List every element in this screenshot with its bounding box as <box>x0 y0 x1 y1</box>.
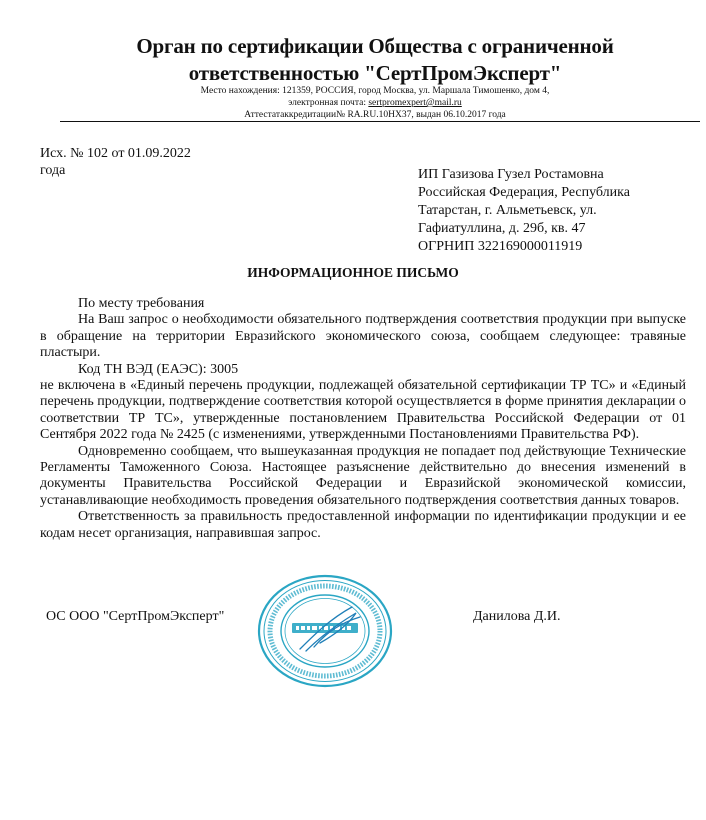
letter-body <box>40 296 686 542</box>
greeting-paragraph: По месту требования <box>78 296 205 311</box>
regulations-paragraph: Одновременно сообщаем, что вышеуказанная продукция не попадает под действующие Технические Регламенты Таможенного Союза. Настоящее разъяснение действительно до внесения изменений в документы Правительства Российской Федерации и Евразийской экономической комиссии, устанавливающие необходимость проведения обязательного подтверждения соответствия данных товаров. <box>40 443 686 508</box>
outgoing-year-word: года <box>40 163 66 178</box>
letter-title: ИНФОРМАЦИОННОЕ ПИСЬМО <box>247 265 459 280</box>
organization-email-line <box>60 97 690 109</box>
addressee-block <box>418 166 658 256</box>
signature-organization: ОС ООО "СертПромЭксперт" <box>46 609 225 624</box>
exclusion-paragraph: не включена в «Единый перечень продукции, подлежащей обязательной сертификации ТР ТС» и «Единый перечень продукции, подтверждение соответствия которой осуществляется в форме принятия декларации о соответствии ТР ТС», утвержденные постановлением Правительства Российской Федерации от 01 Сентября 2022 года № 2425 (с изменениями, утвержденными Постановлениями Правительства РФ). <box>40 378 686 443</box>
signer-name: Данилова Д.И. <box>473 609 561 624</box>
organization-title-line-2: ответственностью "СертПромЭксперт" <box>188 61 562 85</box>
accreditation-line: Аттестатаккредитации№ RA.RU.10НХ37, выдан 06.10.2017 года <box>244 110 506 120</box>
addressee-line: ОГРНИП 322169000011919 <box>418 239 583 254</box>
addressee-line: Гафиатуллина, д. 29б, кв. 47 <box>418 221 586 236</box>
organization-title-line-1: Орган по сертификации Общества с ограниченной <box>136 34 614 58</box>
addressee-line: Татарстан, г. Альметьевск, ул. <box>418 203 597 218</box>
certification-stamp-icon <box>256 573 394 689</box>
addressee-line: ИП Газизова Гузел Ростамовна <box>418 167 604 182</box>
header-divider <box>60 121 700 122</box>
outgoing-number-line: Исх. № 102 от 01.09.2022 <box>40 146 191 161</box>
organization-address: Место нахождения: 121359, РОССИЯ, город Москва, ул. Маршала Тимошенко, дом 4, <box>200 86 550 96</box>
outgoing-number <box>40 145 240 179</box>
hs-code-paragraph: Код ТН ВЭД (ЕАЭС): 3005 <box>78 361 239 377</box>
addressee-line: Российская Федерация, Республика <box>418 185 630 200</box>
email-label: электронная почта: <box>288 98 366 108</box>
responsibility-paragraph: Ответственность за правильность предоставленной информации по идентификации продукции и ее кодам несет организация, направившая запрос. <box>40 509 686 541</box>
organization-title <box>60 33 690 87</box>
email-link[interactable]: sertpromexpert@mail.ru <box>368 98 462 108</box>
request-paragraph: На Ваш запрос о необходимости обязательного подтверждения соответствия продукции при выпуске в обращение на территории Евразийского экономического союза, сообщаем следующее: травяные пластыри. <box>40 312 686 361</box>
